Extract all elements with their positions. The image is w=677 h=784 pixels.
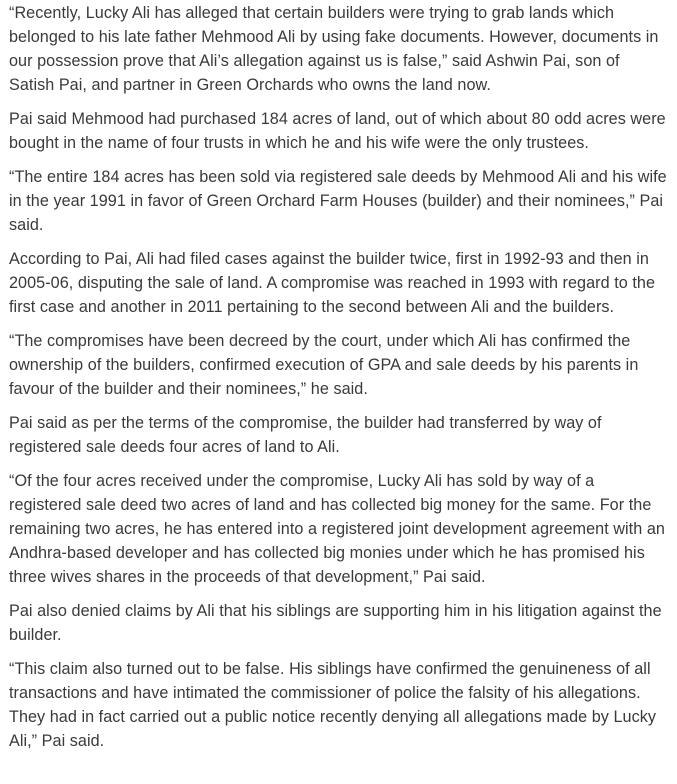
article-paragraph-7: “Of the four acres received under the compromise, Lucky Ali has sold by way of a registered sale deed two acres of land and has collected big money for the same. For the remaining two acres, he has entered into a registered joint development agreement with an Andhra-based developer and has collected big monies under which he has promised his three wives shares in the proceeds of that development,” Pai said.	[9, 472, 665, 586]
article-paragraph-2: Pai said Mehmood had purchased 184 acres of land, out of which about 80 odd acres were bought in the name of four trusts in which he and his wife were the only trustees.	[9, 110, 666, 152]
article-paragraph-9: “This claim also turned out to be false. His siblings have confirmed the genuineness of all transactions and have intimated the commissioner of police the falsity of his allegations. They had in fact carried out a public notice recently denying all allegations made by Lucky Ali,” Pai said.	[9, 660, 657, 750]
article-paragraph-8: Pai also denied claims by Ali that his siblings are supporting him in his litigation against the builder.	[9, 602, 662, 644]
article-paragraph-3: “The entire 184 acres has been sold via registered sale deeds by Mehmood Ali and his wife in the year 1991 in favor of Green Orchard Farm Houses (builder) and their nominees,” Pai said.	[9, 168, 667, 234]
article-paragraph-4: According to Pai, Ali had filed cases against the builder twice, first in 1992-93 and then in 2005-06, disputing the sale of land. A compromise was reached in 1993 with regard to the first case and another in 2011 pertaining to the second between Ali and the builders.	[9, 250, 656, 316]
article-paragraph-5: “The compromises have been decreed by the court, under which Ali has confirmed the ownership of the builders, confirmed execution of GPA and sale deeds by his parents in favour of the builder and their nominees,” he said.	[9, 332, 639, 398]
article-paragraph-6: Pai said as per the terms of the compromise, the builder had transferred by way of registered sale deeds four acres of land to Ali.	[9, 414, 602, 456]
article-paragraph-1: “Recently, Lucky Ali has alleged that certain builders were trying to grab lands which belonged to his late father Mehmood Ali by using fake documents. However, documents in our possession prove that Ali’s allegation against us is false,” said Ashwin Pai, son of Satish Pai, and partner in Green Orchards who owns the land now.	[9, 4, 659, 94]
